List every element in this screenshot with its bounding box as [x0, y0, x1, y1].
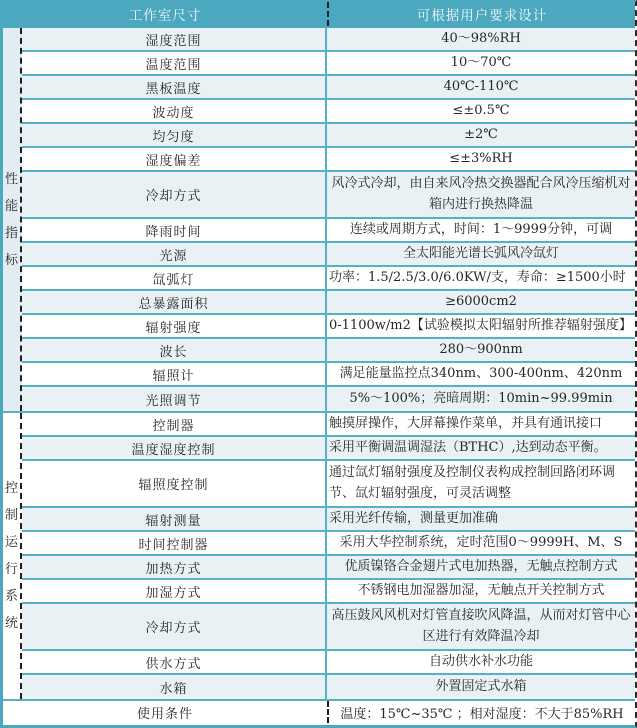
value-cell: 280～900nm	[439, 341, 523, 357]
param-cell: 水箱	[22, 675, 327, 699]
spec-row	[22, 437, 635, 461]
spec-row	[22, 172, 635, 219]
spec-row	[22, 124, 635, 148]
value-cell: 通过氙灯辐射强度及控制仪表构成控制回路闭环调节、氙灯辐射强度，可灵活调整	[329, 465, 616, 501]
spec-row	[22, 148, 635, 172]
section-performance	[3, 28, 635, 411]
spec-row	[22, 219, 635, 243]
spec-row	[22, 556, 635, 580]
param-cell: 湿度范围	[22, 28, 327, 50]
value-cell: 自动供水补水功能	[428, 653, 533, 669]
header-cell-right: 可根据用户要求设计	[416, 8, 548, 24]
value-cell: 不锈钢电加湿器加湿，无触点开关控制方式	[357, 582, 605, 598]
param-cell: 加湿方式	[22, 580, 327, 602]
value-cell: ±2℃	[464, 126, 498, 142]
param-cell: 供水方式	[22, 651, 327, 673]
value-cell: 5%～100%；亮暗周期：10min~99.99min	[349, 390, 613, 406]
param-cell: 光照调节	[22, 387, 327, 411]
value-cell: 连续或周期方式，时间：1～9999分钟，可调	[349, 221, 613, 237]
vertical-label-text: 性 能 指 标	[4, 171, 18, 268]
value-cell: 触摸屏操作，大屏幕操作菜单，并具有通讯接口	[329, 415, 603, 431]
spec-row	[22, 291, 635, 315]
section-vertical-label	[3, 413, 22, 699]
param-cell: 冷却方式	[22, 172, 327, 217]
spec-row	[22, 363, 635, 387]
param-cell: 降雨时间	[22, 219, 327, 241]
value-cell: 满足能量监控点340nm、300-400nm、420nm	[339, 365, 623, 381]
param-cell: 辐射强度	[22, 315, 327, 337]
spec-row	[22, 339, 635, 363]
spec-row	[22, 461, 635, 508]
value-cell: 优质镍铬合金翅片式电加热器，无触点控制方式	[344, 558, 618, 574]
spec-row	[22, 243, 635, 267]
value-cell: ≥6000cm2	[445, 293, 517, 309]
value-cell: 采用大华控制系统，定时范围0～9999H、M、S	[339, 534, 623, 550]
param-cell: 辐射测量	[22, 508, 327, 530]
table-header	[3, 2, 635, 28]
value-cell: 40～98%RH	[441, 30, 521, 46]
param-cell: 时间控制器	[22, 532, 327, 554]
value-cell: 风冷式冷却，由自来风冷热交换器配合风冷压缩机对箱内进行换热降温	[331, 176, 631, 212]
spec-row	[22, 52, 635, 76]
param-cell: 黑板温度	[22, 76, 327, 98]
spec-row	[22, 267, 635, 291]
section-vertical-label	[3, 28, 22, 411]
value-cell: 采用平衡调温调湿法（BTHC）,达到动态平衡。	[329, 439, 607, 455]
param-cell: 辐照计	[22, 363, 327, 385]
spec-row	[22, 532, 635, 556]
header-cell-left: 工作室尺寸	[3, 2, 329, 26]
spec-row	[22, 28, 635, 52]
value-cell: 0-1100w/m2【试验模拟太阳辐射所推荐辐射强度】	[329, 317, 632, 333]
spec-row	[22, 675, 635, 699]
param-cell: 总暴露面积	[22, 291, 327, 313]
spec-row	[22, 413, 635, 437]
value-cell: 高压鼓风风机对灯管直接吹风降温，从而对灯管中心区进行有效降温冷却	[331, 608, 631, 644]
param-cell: 冷却方式	[22, 604, 327, 649]
param-cell: 温度范围	[22, 52, 327, 74]
param-cell: 氙弧灯	[22, 267, 327, 289]
value-cell: 功率：1.5/2.5/3.0/6.0KW/支，寿命：≥1500小时	[329, 269, 626, 285]
spec-row	[22, 387, 635, 411]
param-cell: 湿度偏差	[22, 148, 327, 170]
param-cell: 温度湿度控制	[22, 437, 327, 459]
footer-row	[3, 699, 635, 723]
vertical-label-text: 控 制 运 行 系 统	[4, 481, 18, 631]
value-cell: ≤±3%RH	[449, 150, 513, 166]
param-cell: 波动度	[22, 100, 327, 122]
param-cell: 光源	[22, 243, 327, 265]
value-cell: 10～70℃	[450, 54, 512, 70]
spec-row	[22, 651, 635, 675]
table-body	[3, 28, 635, 699]
footer-value-cell: 温度：15℃~35℃ ；相对湿度：不大于85%RH	[340, 706, 624, 722]
value-cell: 全太阳能光谱长弧风冷氙灯	[402, 245, 559, 261]
value-cell: ≤±0.5℃	[452, 102, 510, 118]
section-control	[3, 411, 635, 699]
param-cell: 加热方式	[22, 556, 327, 578]
param-cell: 均匀度	[22, 124, 327, 146]
spec-row	[22, 315, 635, 339]
spec-row	[22, 508, 635, 532]
value-cell: 40℃-110℃	[443, 78, 519, 94]
param-cell: 控制器	[22, 413, 327, 435]
value-cell: 外置固定式水箱	[435, 678, 527, 694]
spec-row	[22, 76, 635, 100]
value-cell: 采用光纤传输，测量更加准确	[329, 510, 499, 526]
spec-row	[22, 604, 635, 651]
param-cell: 波长	[22, 339, 327, 361]
param-cell: 辐照度控制	[22, 461, 327, 506]
spec-row	[22, 580, 635, 604]
spec-row	[22, 100, 635, 124]
footer-param-cell: 使用条件	[3, 701, 329, 723]
